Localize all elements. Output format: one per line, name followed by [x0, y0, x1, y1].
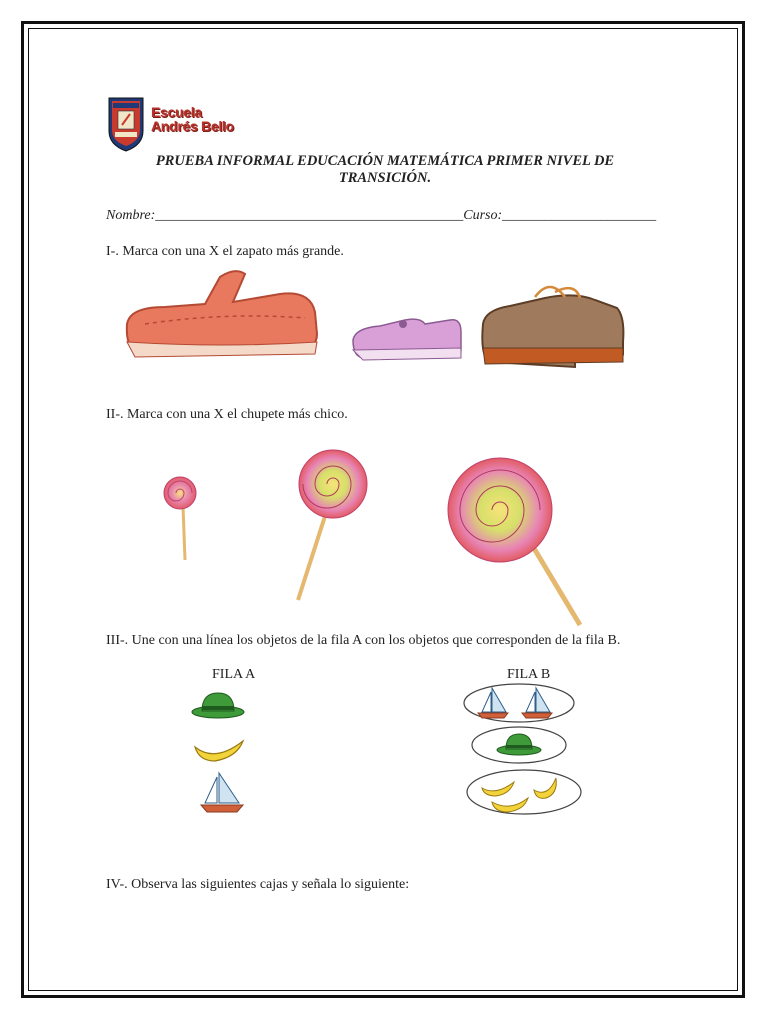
name-course-row — [106, 208, 666, 224]
medium-lollipop-icon[interactable] — [298, 450, 367, 600]
group-boats[interactable] — [464, 684, 574, 722]
group-bananas[interactable] — [467, 770, 581, 814]
school-name-line2: Andrés Bello — [151, 118, 234, 134]
curso-label: Curso: — [463, 208, 503, 223]
crest-icon — [106, 95, 146, 153]
nombre-label: Nombre: — [106, 208, 156, 223]
brown-shoe-icon[interactable] — [482, 287, 623, 367]
nombre-blank[interactable]: ____________________________________________ — [155, 208, 464, 223]
question-1: I-. Marca con una X el zapato más grande. — [106, 244, 344, 259]
lollipops-illustration — [105, 440, 665, 630]
fila-b-label: FILA B — [507, 667, 551, 682]
hat-icon[interactable] — [192, 693, 244, 718]
school-logo — [106, 95, 236, 153]
shoes-illustration — [105, 262, 665, 387]
question-3: III-. Une con una línea los objetos de la fila A con los objetos que corresponden de la fila B. — [106, 633, 621, 648]
question-4: IV-. Observa las siguientes cajas y señala lo siguiente: — [106, 877, 410, 892]
banana-icon[interactable] — [195, 741, 243, 761]
small-shoe-icon[interactable] — [353, 319, 461, 360]
curso-blank[interactable]: ______________________ — [502, 208, 657, 223]
fila-a-items — [185, 685, 265, 815]
fila-a-label: FILA A — [212, 667, 256, 682]
large-shoe-icon[interactable] — [127, 271, 317, 357]
school-name-line1: Escuela — [151, 104, 202, 120]
title-line2: TRANSICIÓN. — [338, 170, 432, 186]
page-title — [120, 153, 650, 187]
fila-b-groups — [462, 682, 592, 822]
small-lollipop-icon[interactable] — [164, 477, 196, 560]
question-2: II-. Marca con una X el chupete más chico. — [106, 407, 348, 422]
group-hat[interactable] — [472, 727, 566, 763]
school-name — [151, 105, 234, 133]
large-lollipop-icon[interactable] — [448, 458, 580, 625]
title-line1: PRUEBA INFORMAL EDUCACIÓN MATEMÁTICA PRIMER NIVEL DE — [155, 153, 615, 169]
sailboat-icon[interactable] — [201, 773, 243, 812]
